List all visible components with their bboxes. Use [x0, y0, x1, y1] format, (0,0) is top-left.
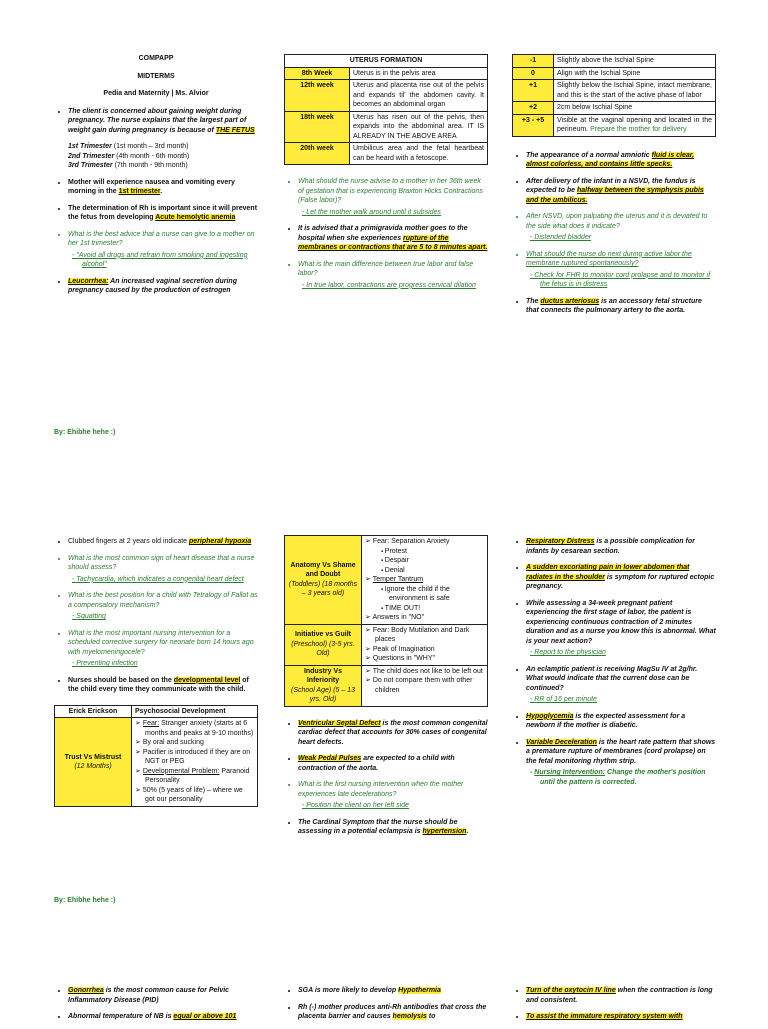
page3-column2 [284, 986, 488, 1029]
question-item: • What is the best position for a child with Tetralogy of Fallot as a compensatory mechanism? - Squatting [68, 591, 258, 622]
question-item: • After NSVD, upon palpating the uterus and it is deviated to the side what does it indicate? - Distended bladder [526, 212, 716, 243]
list-item: • While assessing a 34-week pregnant patient experiencing the first stage of labor, the patient is experiencing continuous contraction of 2 minutes duration and as a nurse you know this is abnormal. What is your next action? - Report to the physician [526, 599, 716, 658]
page2-column3 [512, 537, 716, 794]
document-subtitle: MIDTERMS [137, 72, 175, 80]
list-item: • Mother will experience nausea and vomiting every morning in the 1st trimester. [68, 178, 258, 197]
answer-item: - Let the mother walk around until it subsides [312, 208, 488, 218]
erikson-table [54, 705, 258, 807]
table-row: 12th week Uterus and placenta rise out of the pelvis and expands til' the abdomen cavity. It becomes an abdominal organ [285, 80, 488, 112]
list-item: • The ductus arteriosus is an accessory fetal structure that connects the pulmonary artery to the aorta. [526, 297, 716, 316]
trimester-list [54, 142, 258, 171]
page2-column2 [284, 535, 488, 844]
list-item: • Weak Pedal Pulses are expected to a child with contraction of the aorta. [298, 754, 488, 773]
list-item: • Turn of the oxytocin IV line when the contraction is long and consistent. [526, 986, 716, 1005]
answer-item: - Tachycardia, which indicates a congenital heart defect [82, 575, 258, 585]
page3-column3 [512, 986, 716, 1029]
list-item: • Clubbed fingers at 2 years old indicate peripheral hypoxia [68, 537, 258, 547]
question-item: • What should the nurse do next during active labor the membrane ruptured spontaneously? - Check for FHR to monitor cord prolapse and to monitor if the fetus is in distress [526, 250, 716, 290]
document-title: COMPAPP [138, 55, 174, 62]
author-footer: By: Ehibhe hehe :) [54, 897, 116, 904]
list-item: • Variable Deceleration is the heart rate pattern that shows a premature rupture of membranes (cord prolapse) on the fetal monitoring rhythm strip. - Nursing Intervention: Change the mother's position until the pattern is corrected. [526, 738, 716, 788]
list-item: • To assist the immature respiratory system with [526, 1012, 716, 1022]
answer-item: - RR of 16 per minute [540, 695, 716, 705]
list-item: • Abnormal temperature of NB is equal or above 101 [68, 1012, 258, 1022]
list-item: • Nurses should be based on the developmental level of the child every time they communicate with the child. [68, 676, 258, 695]
trimester-row: 2nd Trimester (4th month - 6th month) [68, 152, 190, 160]
psychosocial-stage-table [284, 535, 488, 707]
answer-item: - Squatting [82, 612, 258, 622]
table-row: Anatomy Vs Shame and Doubt (Toddlers) (18 months – 3 years old) ➢ Fear: Separation Anxiety ▪ Protest ▪ Despair ▪ Denial ➢ Temper Tantrum ▪ Ignore the child if the environment is safe ▪ TIME OUT! ➢ Answers in "NO" [285, 536, 488, 625]
list-item: • The client is concerned about gaining weight during pregnancy. The nurse explains that the largest part of weight gain during pregnancy is because of THE FETUS [68, 107, 258, 136]
question-item: • What is the most important nursing intervention for a scheduled corrective surgery for neonate born 14 hours ago with myelomeningocele? - Preventing infection [68, 629, 258, 669]
list-item: • Respiratory Distress is a possible complication for infants by cesarean section. [526, 537, 716, 556]
page1-column1 [54, 54, 258, 303]
page3-column1 [54, 986, 258, 1029]
list-item: • The determination of Rh is important since it will prevent the fetus from developing Acute hemolytic anemia [68, 204, 258, 223]
table-row: +3 - +5 Visible at the vaginal opening and located in the perineum. Prepare the mother for delivery [513, 114, 716, 136]
list-item: • SGA is more likely to develop Hypothermia [298, 986, 488, 996]
table-header: Erick Erickson [55, 705, 132, 718]
table-row: 20th week Umbilicus area and the fetal heartbeat can be heard with a fetoscope. [285, 143, 488, 165]
uterus-formation-table [284, 54, 488, 165]
list-item: • Hypoglycemia is the expected assessment for a newborn if the mother is diabetic. [526, 712, 716, 731]
question-item: • What is the first nursing intervention when the mother experiences late decelerations? - Position the client on her left side [298, 780, 488, 811]
answer-item: - Report to the physician [540, 648, 716, 658]
table-row: Trust Vs Mistrust (12 Months) ➢ Fear: Stranger anxiety (starts at 6 months and peaks at 9-10 months) ➢ By oral and sucking ➢ Pacifier is introduced if they are on NGT or PEG ➢ Developmental Problem: Paranoid Personality ➢ 50% (5 years of life) – where we got our personality [55, 718, 258, 807]
answer-item: - Preventing infection [82, 659, 258, 669]
answer-item: - Nursing Intervention: Change the mother's position until the pattern is corrected. [540, 768, 716, 787]
course-label: Pedia and Maternity | Ms. Alvior [103, 90, 209, 98]
answer-item: - Position the client on her left side [312, 801, 488, 811]
list-item: • Gonorrhea is the most common cause for Pelvic Inflammatory Disease (PID) [68, 986, 258, 1005]
table-row: 18th week Uterus has risen out of the pelvis, then expands into the abdominal area. IT IS ALREADY IN THE ABOVE AREA [285, 111, 488, 143]
list-item: • Ventricular Septal Defect is the most common congenital cardiac defect that accounts for 30% cases of congenital heart defects. [298, 719, 488, 748]
table-row: Industry Vs Inferiority (School Age) (5 – 13 yrs. Old) ➢ The child does not like to be left out ➢ Do not compare them with other children [285, 665, 488, 706]
list-item: • The Cardinal Symptom that the nurse should be assessing in a potential eclampsia is hypertension. [298, 818, 488, 837]
list-item: • Rh (-) mother produces anti-Rh antibodies that cross the placenta barrier and causes hemolysis to [298, 1003, 488, 1022]
question-item: • What should the nurse advise to a mother in her 36th week of gestation that is experiencing Braxton Hicks Contractions (False labor)? - Let the mother walk around until it subsides [298, 177, 488, 217]
table-header: Psychosocial Development [132, 705, 258, 718]
table-header: UTERUS FORMATION [285, 55, 488, 68]
page1-column3 [512, 54, 716, 323]
author-footer: By: Ehibhe hehe :) [54, 429, 116, 436]
table-row: 8th Week Uterus is in the pelvis area [285, 67, 488, 80]
list-item: • After delivery of the infant in a NSVD, the fundus is expected to be halfway between the symphysis pubis and the umbilicus. [526, 177, 716, 206]
table-row: -1 Slightly above the Ischial Spine [513, 55, 716, 68]
answer-item: - Distended bladder [540, 233, 716, 243]
answer-item: - Check for FHR to monitor cord prolapse and to monitor if the fetus is in distress [540, 271, 716, 290]
list-item: • The appearance of a normal amniotic fluid is clear, almost colorless, and contains little specks. [526, 151, 716, 170]
trimester-row: 3rd Trimester (7th month - 9th month) [68, 162, 188, 170]
question-item: • What is the main difference between true labor and false labor? - In true labor, contractions are progress cervical dilation [298, 260, 488, 291]
table-row: Initiative vs Guilt (Preschool) (3-5 yrs. Old) ➢ Fear: Body Mutilation and Dark places ➢ Peak of Imagination ➢ Questions in "WHY" [285, 624, 488, 665]
list-item: • A sudden excoriating pain in lower abdomen that radiates in the shoulder is symptom for ruptured ectopic pregnancy. [526, 563, 716, 592]
trimester-row: 1st Trimester (1st month – 3rd month) [68, 143, 189, 151]
list-item: • An eclamptic patient is receiving MagSu IV at 2g/hr. What would indicate that the current dose can be continued? - RR of 16 per minute [526, 665, 716, 705]
table-row: +2 2cm below Ischial Spine [513, 102, 716, 115]
table-row: +1 Slightly below the Ischial Spine, intact membrane, and this is the start of the active phase of labor [513, 80, 716, 102]
question-item: • What is the most common sign of heart disease that a nurse should assess? - Tachycardia, which indicates a congenital heart defect [68, 554, 258, 585]
list-item: • Leucorrhea: An increased vaginal secretion during pregnancy caused by the production of estrogen [68, 277, 258, 296]
fetal-station-table [512, 54, 716, 137]
table-row: 0 Align with the Ischial Spine [513, 67, 716, 80]
answer-item: - "Avoid all drugs and refrain from smoking and ingesting alcohol" [82, 251, 258, 270]
page1-column2 [284, 54, 488, 297]
question-item: • What is the best advice that a nurse can give to a mother on her 1st trimester? - "Avoid all drugs and refrain from smoking and ingesting alcohol" [68, 230, 258, 270]
list-item: • It is advised that a primigravida mother goes to the hospital when she experiences rupture of the membranes or contractions that are 5 to 8 minutes apart. [298, 224, 488, 253]
page2-column1 [54, 537, 258, 807]
answer-item: - In true labor, contractions are progress cervical dilation [312, 281, 488, 291]
